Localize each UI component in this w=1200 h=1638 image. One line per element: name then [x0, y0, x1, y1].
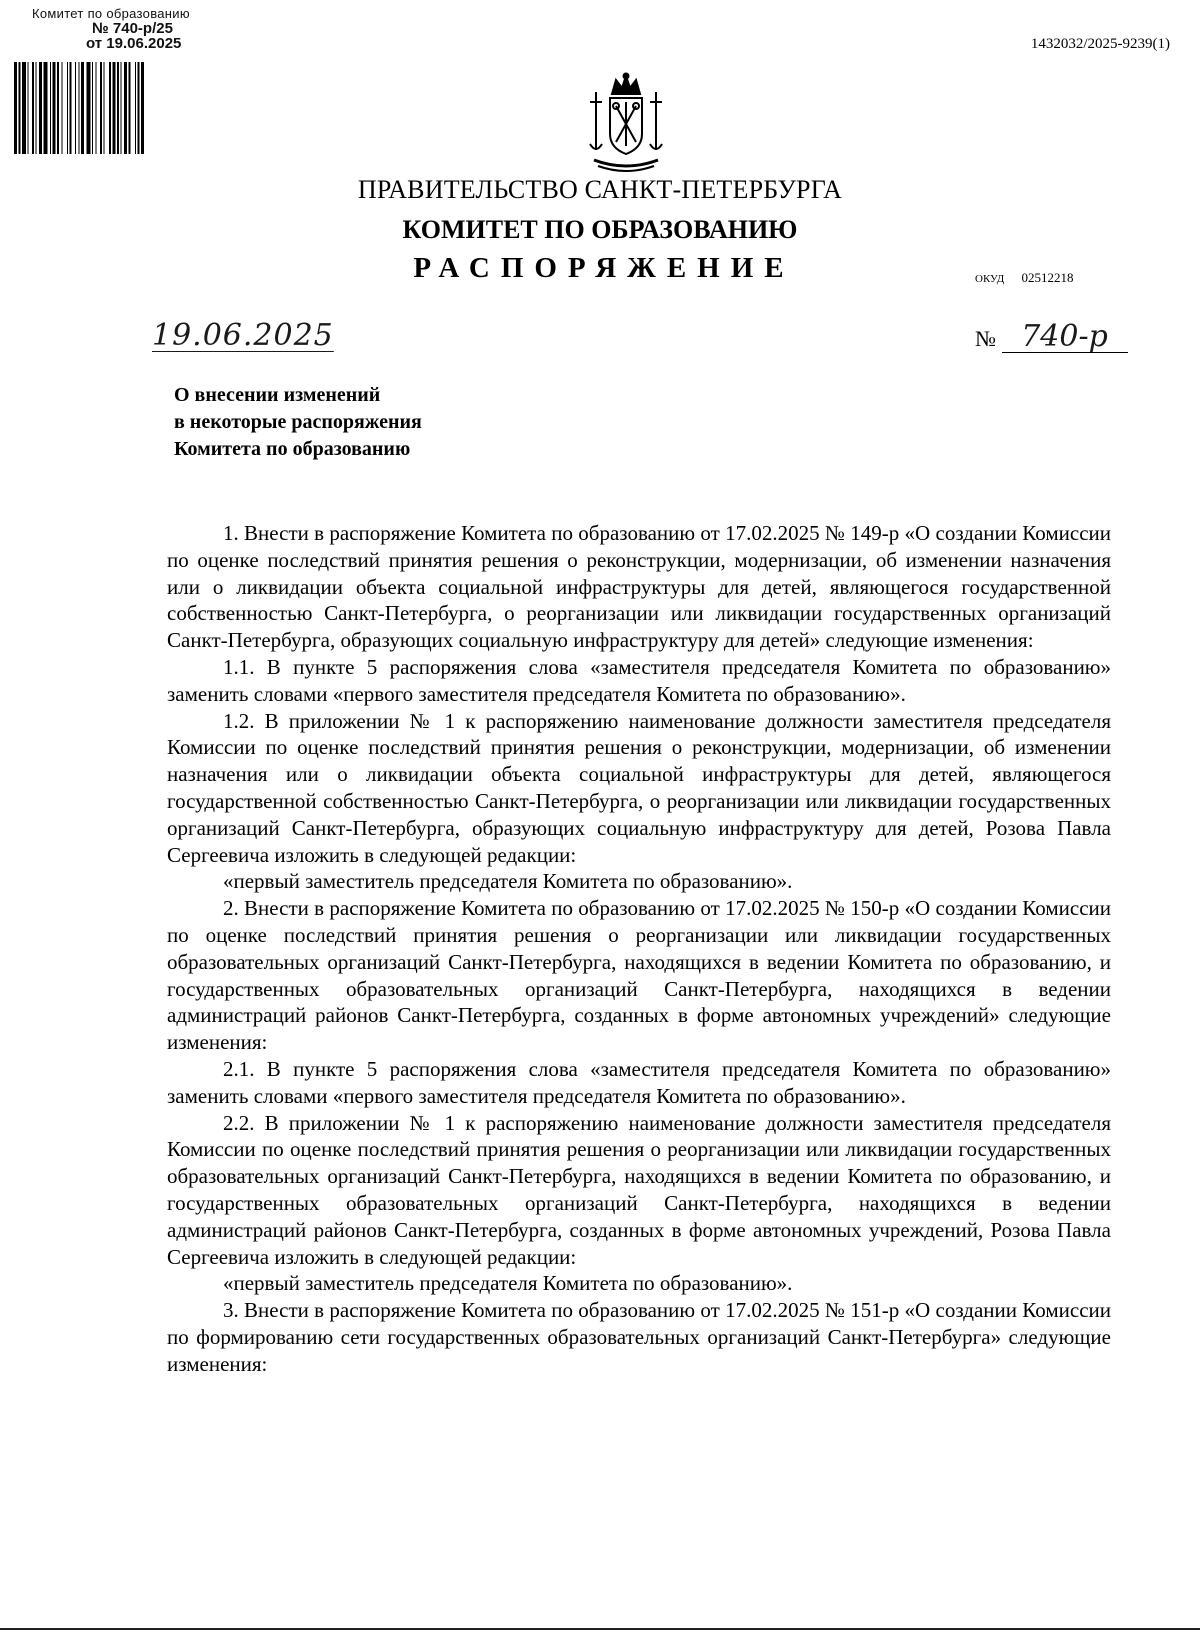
document-body [167, 520, 1111, 1378]
document-date: 19.06.2025 [152, 318, 334, 353]
okud-code: 02512218 [1021, 270, 1074, 285]
government-title: ПРАВИТЕЛЬСТВО САНКТ-ПЕТЕРБУРГА [357, 175, 843, 204]
paragraph: 1.1. В пункте 5 распоряжения слова «заместителя председателя Комитета по образованию» заменить словами «первого заместителя председателя Комитета по образованию». [167, 654, 1111, 706]
okud-label: ОКУД [975, 273, 1005, 285]
paragraph: 1. Внести в распоряжение Комитета по образованию от 17.02.2025 № 149-р «О создании Комиссии по оценке последствий принятия решения о реконструкции, модернизации, об изменении назначения или о ликвидации объекта социальной инфраструктуры для детей, являющегося государственной собственностью Санкт-Петербурга, о реорганизации или ликвидации государственных организаций Санкт-Петербурга, образующих социальную инфраструктуру для детей» следующие изменения: [167, 521, 1111, 653]
page-edge-line [0, 1628, 1200, 1630]
document-number-block [975, 319, 1128, 354]
subject-line: в некоторые распоряжения [174, 411, 422, 433]
stamp-organization: Комитет по образованию [32, 6, 190, 21]
spb-coat-of-arms-icon [584, 72, 668, 176]
paragraph: 2.1. В пункте 5 распоряжения слова «заместителя председателя Комитета по образованию» заменить словами «первого заместителя председателя Комитета по образованию». [167, 1056, 1111, 1108]
registration-stamp [32, 6, 272, 51]
barcode [14, 62, 272, 154]
paragraph: «первый заместитель председателя Комитета по образованию». [223, 1271, 793, 1296]
paragraph: 2. Внести в распоряжение Комитета по образованию от 17.02.2025 № 150-р «О создании Комиссии по оценке последствий принятия решения о реорганизации или ликвидации государственных образовательных организаций Санкт-Петербурга, находящихся в ведении Комитета по образованию, и государственных образовательных организаций Санкт-Петербурга, находящихся в ведении администраций районов Санкт-Петербурга, созданных в форме автономных учреждений» следующие изменения: [167, 896, 1111, 1055]
paragraph: 3. Внести в распоряжение Комитета по образованию от 17.02.2025 № 151-р «О создании Комиссии по формированию сети государственных образовательных организаций Санкт-Петербурга» следующие изменения: [167, 1298, 1111, 1376]
subject-line: Комитета по образованию [174, 438, 411, 460]
committee-title: КОМИТЕТ ПО ОБРАЗОВАНИЮ [402, 215, 798, 244]
stamp-date: от 19.06.2025 [86, 35, 182, 52]
document-type-title: РАСПОРЯЖЕНИЕ [413, 252, 795, 284]
paragraph: 2.2. В приложении № 1 к распоряжению наименование должности заместителя председателя Комиссии по оценке последствий принятия решения о реорганизации или ликвидации государственных образовательных организаций Санкт-Петербурга, находящихся в ведении Комитета по образованию, и государственных образовательных организаций Санкт-Петербурга, находящихся в ведении администраций районов Санкт-Петербурга, созданных в форме автономных учреждений, Розова Павла Сергеевича изложить в следующей редакции: [167, 1110, 1111, 1269]
document-subject [174, 382, 422, 463]
number-label: № [975, 326, 996, 351]
paragraph: «первый заместитель председателя Комитета по образованию». [223, 869, 793, 894]
stamp-number: № 740-р/25 [92, 20, 173, 37]
paragraph: 1.2. В приложении № 1 к распоряжению наименование должности заместителя председателя Комиссии по оценке последствий принятия решения о реконструкции, модернизации, об изменении назначения или о ликвидации объекта социальной инфраструктуры для детей, являющегося государственной собственностью Санкт-Петербурга, о реорганизации или ликвидации государственных организаций Санкт-Петербурга, образующих социальную инфраструктуру для детей, Розова Павла Сергеевича изложить в следующей редакции: [167, 708, 1111, 867]
document-number: 740-р [1002, 322, 1128, 353]
registration-number: 1432032/2025-9239(1) [1030, 36, 1170, 52]
subject-line: О внесении изменений [174, 384, 381, 406]
okud-code-block [975, 270, 1074, 286]
